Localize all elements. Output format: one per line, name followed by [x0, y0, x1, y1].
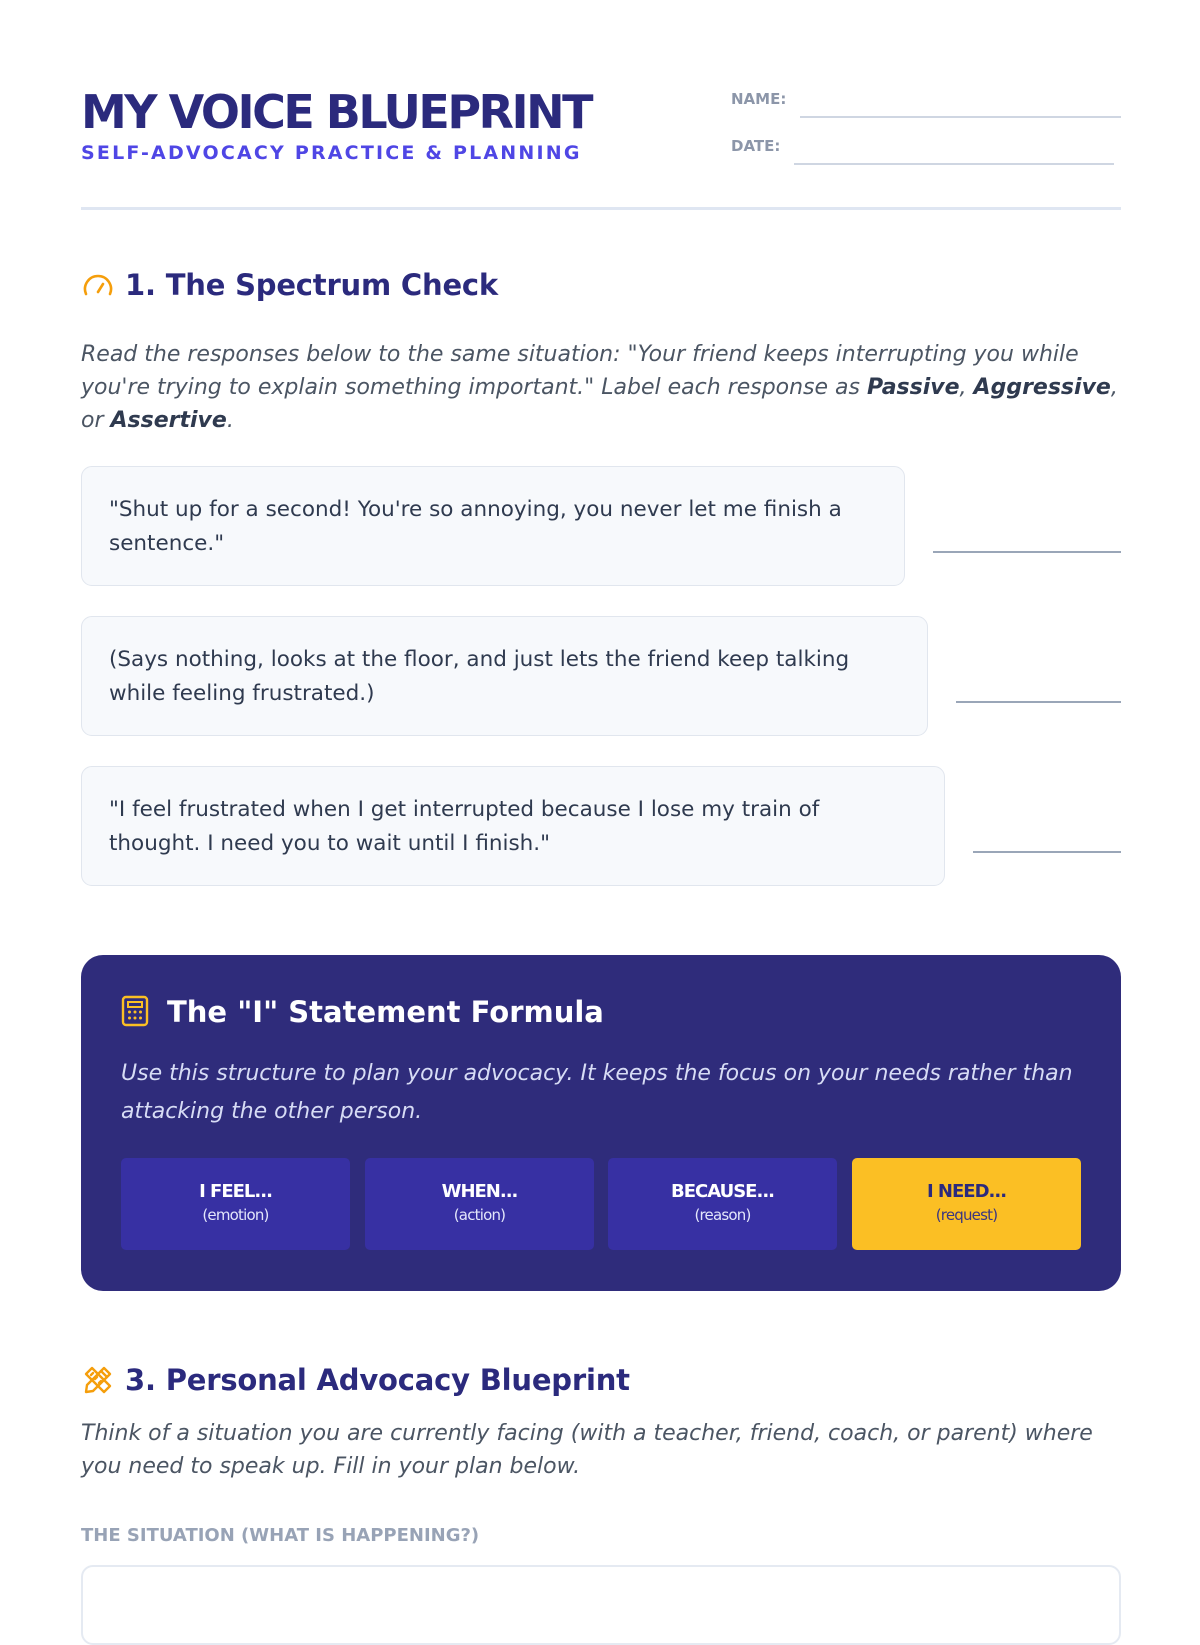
name-field[interactable]: [800, 116, 1121, 118]
formula-title: The "I" Statement Formula: [167, 995, 604, 1029]
label-assertive: Assertive: [110, 408, 227, 433]
date-row: [731, 135, 1114, 165]
gauge-icon: [81, 268, 115, 302]
response-card-assertive: "I feel frustrated when I get interrupted because I lose my train of thought. I need you to wait until I finish.": [81, 766, 945, 886]
date-label: DATE:: [731, 137, 781, 155]
formula-heading: [121, 995, 604, 1029]
label-aggressive: Aggressive: [973, 375, 1111, 400]
formula-boxes: [121, 1158, 1081, 1250]
section-3-instructions: Think of a situation you are currently facing (with a teacher, friend, coach, or parent) where you need to speak up. Fill in your plan below.: [81, 1421, 1093, 1479]
formula-box-label: I NEED...: [926, 1181, 1007, 1202]
response-card-aggressive: "Shut up for a second! You're so annoying, you never let me finish a sentence.": [81, 466, 905, 586]
formula-box-sub: (reason): [694, 1206, 751, 1224]
formula-box-need: [852, 1158, 1081, 1250]
answer-line-2[interactable]: [956, 701, 1121, 703]
section-3-heading: [81, 1363, 630, 1397]
formula-box-because: [608, 1158, 837, 1250]
answer-line-1[interactable]: [933, 551, 1121, 553]
calculator-icon: [121, 995, 153, 1029]
instructions-intro: Read the responses below to the same situation: "Your friend keeps interrupting you while you're trying to explain something important." Label each response as: [81, 342, 1079, 400]
answer-line-3[interactable]: [973, 851, 1121, 853]
response-item-3: [81, 766, 1121, 886]
formula-box-label: BECAUSE...: [671, 1181, 774, 1202]
formula-box-feel: [121, 1158, 350, 1250]
section-1-heading: [81, 268, 498, 302]
formula-box-when: [365, 1158, 594, 1250]
response-card-passive: (Says nothing, looks at the floor, and just lets the friend keep talking while feeling frustrated.): [81, 616, 928, 736]
name-row: [731, 88, 1121, 118]
situation-field-label: THE SITUATION (WHAT IS HAPPENING?): [81, 1525, 480, 1546]
page-subtitle: SELF-ADVOCACY PRACTICE & PLANNING: [81, 142, 582, 164]
instructions-sep-2: , or: [81, 375, 1118, 433]
formula-box-label: WHEN...: [441, 1181, 518, 1202]
pencil-ruler-icon: [81, 1363, 115, 1397]
page-title: MY VOICE BLUEPRINT: [81, 85, 591, 139]
name-label: NAME:: [731, 90, 787, 108]
formula-description: Use this structure to plan your advocacy. It keeps the focus on your needs rather than attacking the other person.: [121, 1061, 1073, 1124]
response-item-2: [81, 616, 1121, 736]
formula-box-sub: (emotion): [202, 1206, 269, 1224]
situation-input[interactable]: [81, 1565, 1121, 1645]
instructions-sep-1: ,: [959, 375, 974, 400]
response-item-1: [81, 466, 1121, 586]
formula-box-sub: (request): [935, 1206, 998, 1224]
section-3-title: 3. Personal Advocacy Blueprint: [125, 1363, 630, 1397]
i-statement-formula-panel: [81, 955, 1121, 1291]
section-1-title: 1. The Spectrum Check: [125, 268, 498, 302]
section-1-instructions: [81, 338, 1121, 437]
formula-box-label: I FEEL...: [199, 1181, 272, 1202]
formula-box-sub: (action): [453, 1206, 506, 1224]
instructions-end: .: [226, 408, 234, 433]
header: [81, 82, 1121, 212]
label-passive: Passive: [866, 375, 960, 400]
header-divider: [81, 207, 1121, 210]
date-field[interactable]: [794, 163, 1114, 165]
